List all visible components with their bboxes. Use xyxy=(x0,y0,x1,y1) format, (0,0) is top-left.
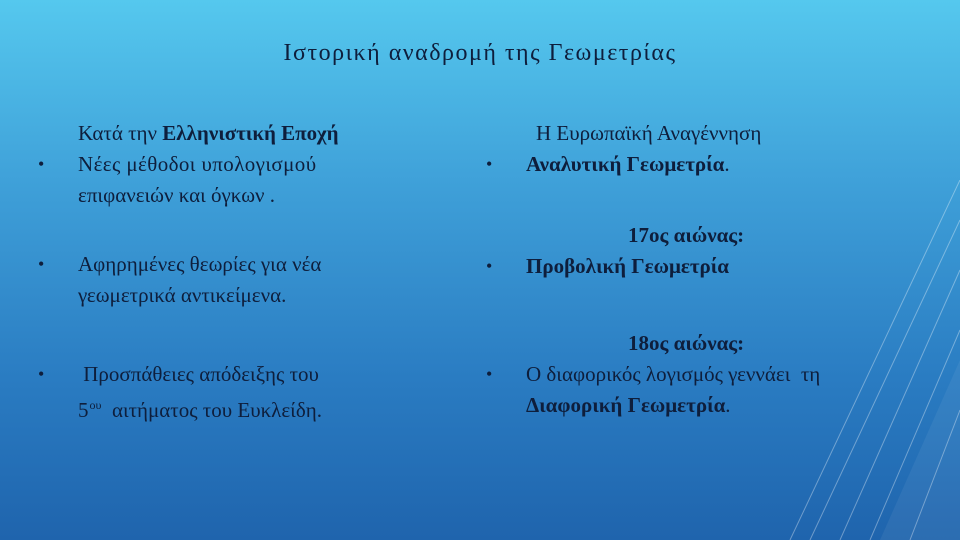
ordinal-number: 5 xyxy=(78,398,89,422)
right-bullet-1-bold: Αναλυτική Γεωμετρία xyxy=(526,152,725,176)
left-bullet-1-line-2: επιφανειών και όγκων . xyxy=(78,183,276,207)
right-bullet-3-tail: . xyxy=(725,393,731,417)
ordinal-suffix: ου xyxy=(89,398,102,412)
left-bullet-2 xyxy=(38,249,438,311)
left-bullet-3-line-1: Προσπάθειες απόδειξης του xyxy=(78,362,319,386)
left-bullet-3 xyxy=(38,359,438,426)
right-bullet-2 xyxy=(486,251,926,282)
bullet-icon: • xyxy=(486,154,493,174)
left-bullet-2-line-2: γεωμετρικά αντικείμενα. xyxy=(78,283,287,307)
right-bullet-2-bold: Προβολική Γεωμετρία xyxy=(526,254,730,278)
right-bullet-3-line-2 xyxy=(526,390,926,421)
left-bullet-1-line-1: Νέες μέθοδοι υπολογισμού xyxy=(78,152,317,176)
right-bullet-3-line-1: Ο διαφορικός λογισμός γεννάει τη xyxy=(526,362,821,386)
right-bullet-3 xyxy=(486,359,926,421)
right-bullet-3-bold: Διαφορική Γεωμετρία xyxy=(526,393,726,417)
left-bullet-3-line-2 xyxy=(78,390,438,426)
left-column xyxy=(38,118,438,426)
right-heading-1: Η Ευρωπαϊκή Αναγέννηση xyxy=(536,121,762,145)
right-heading-3: 18ος αιώνας: xyxy=(628,331,745,355)
bullet-icon: • xyxy=(38,254,45,274)
right-bullet-1 xyxy=(486,149,926,180)
right-column xyxy=(486,118,926,421)
left-bullet-3-text: αιτήματος του Ευκλείδη. xyxy=(101,398,322,422)
right-heading-2: 17ος αιώνας: xyxy=(628,223,745,247)
left-heading xyxy=(78,118,438,149)
bullet-icon: • xyxy=(38,364,45,384)
right-bullet-1-tail: . xyxy=(724,152,730,176)
bullet-icon: • xyxy=(38,154,45,174)
bullet-icon: • xyxy=(486,364,493,384)
bullet-icon: • xyxy=(486,256,493,276)
left-heading-prefix: Κατά την xyxy=(78,121,163,145)
left-bullet-1 xyxy=(38,149,438,211)
left-heading-bold: Ελληνιστική Εποχή xyxy=(162,121,339,145)
slide-title: Ιστορική αναδρομή της Γεωμετρίας xyxy=(283,40,677,66)
left-bullet-2-line-1: Αφηρημένες θεωρίες για νέα xyxy=(78,252,322,276)
